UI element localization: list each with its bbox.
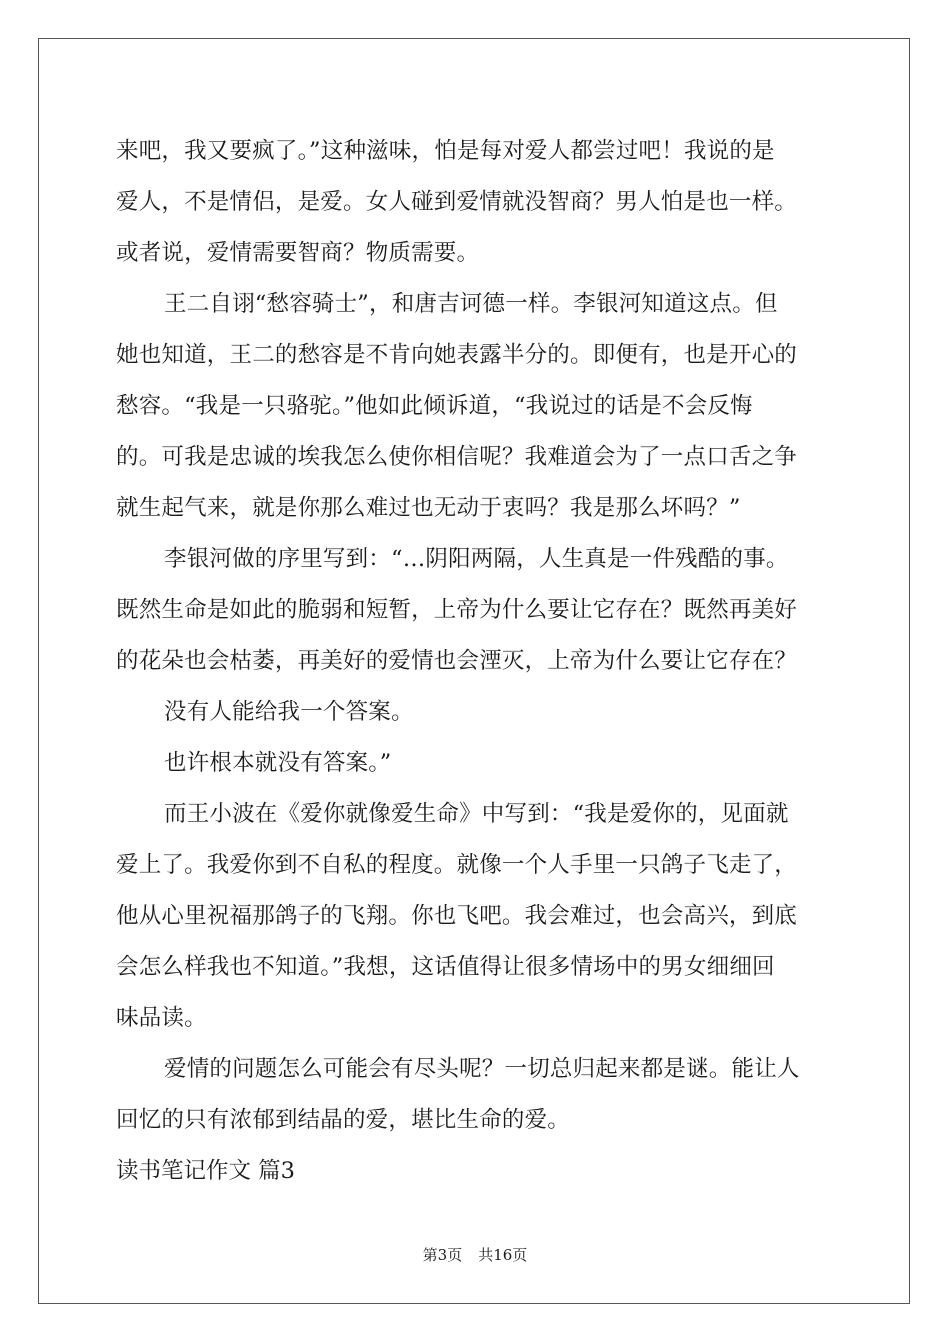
page-footer <box>0 1245 950 1265</box>
text-line: 回忆的只有浓郁到结晶的爱，堪比生命的爱。 <box>116 1107 571 1133</box>
text-line: 王二自诩“愁容骑士”，和唐吉诃德一样。李银河知道这点。但 <box>164 291 778 317</box>
text-line: 爱情的问题怎么可能会有尽头呢？一切总归起来都是谜。能让人 <box>164 1056 800 1082</box>
text-line: 而王小波在《爱你就像爱生命》中写到：“我是爱你的，见面就 <box>164 801 789 827</box>
paragraph-1 <box>116 126 836 279</box>
text-line: 没有人能给我一个答案。 <box>164 699 414 725</box>
paragraph-3 <box>116 534 836 687</box>
text-line: 味品读。 <box>116 1005 207 1031</box>
text-line: 的花朵也会枯萎，再美好的爱情也会湮灭，上帝为什么要让它存在？ <box>116 648 798 674</box>
text-line: 爱人，不是情侣，是爱。女人碰到爱情就没智商？男人怕是也一样。 <box>116 189 798 215</box>
text-line: 来吧，我又要疯了。”这种滋味，怕是每对爱人都尝过吧！我说的是 <box>116 138 775 164</box>
paragraph-5 <box>116 738 836 789</box>
text-line: 她也知道，王二的愁容是不肯向她表露半分的。即便有，也是开心的 <box>116 342 798 368</box>
text-line: 会怎么样我也不知道。”我想，这话值得让很多情场中的男女细细回 <box>116 954 775 980</box>
text-line: 或者说，爱情需要智商？物质需要。 <box>116 240 480 266</box>
text-line: 的。可我是忠诚的埃我怎么使你相信呢？我难道会为了一点口舌之争 <box>116 444 798 470</box>
text-line: 既然生命是如此的脆弱和短暂，上帝为什么要让它存在？既然再美好 <box>116 597 798 623</box>
page-number: 第3页 <box>422 1246 463 1264</box>
text-line: 就生起气来，就是你那么难过也无动于衷吗？我是那么坏吗？” <box>116 495 741 521</box>
section-heading: 读书笔记作文 篇3 <box>116 1158 295 1184</box>
document-body <box>116 126 836 1197</box>
paragraph-7 <box>116 1044 836 1146</box>
text-line: 也许根本就没有答案。” <box>164 750 392 776</box>
text-line: 李银河做的序里写到：“…阴阳两隔，人生真是一件残酷的事。 <box>164 546 789 572</box>
paragraph-6 <box>116 789 836 1044</box>
text-line: 愁容。“我是一只骆驼。”他如此倾诉道，“我说过的话是不会反悔 <box>116 393 753 419</box>
text-line: 爱上了。我爱你到不自私的程度。就像一个人手里一只鸽子飞走了， <box>116 852 798 878</box>
paragraph-2 <box>116 279 836 534</box>
paragraph-4 <box>116 687 836 738</box>
text-line: 他从心里祝福那鸽子的飞翔。你也飞吧。我会难过，也会高兴，到底 <box>116 903 798 929</box>
total-pages: 共16页 <box>478 1246 528 1264</box>
